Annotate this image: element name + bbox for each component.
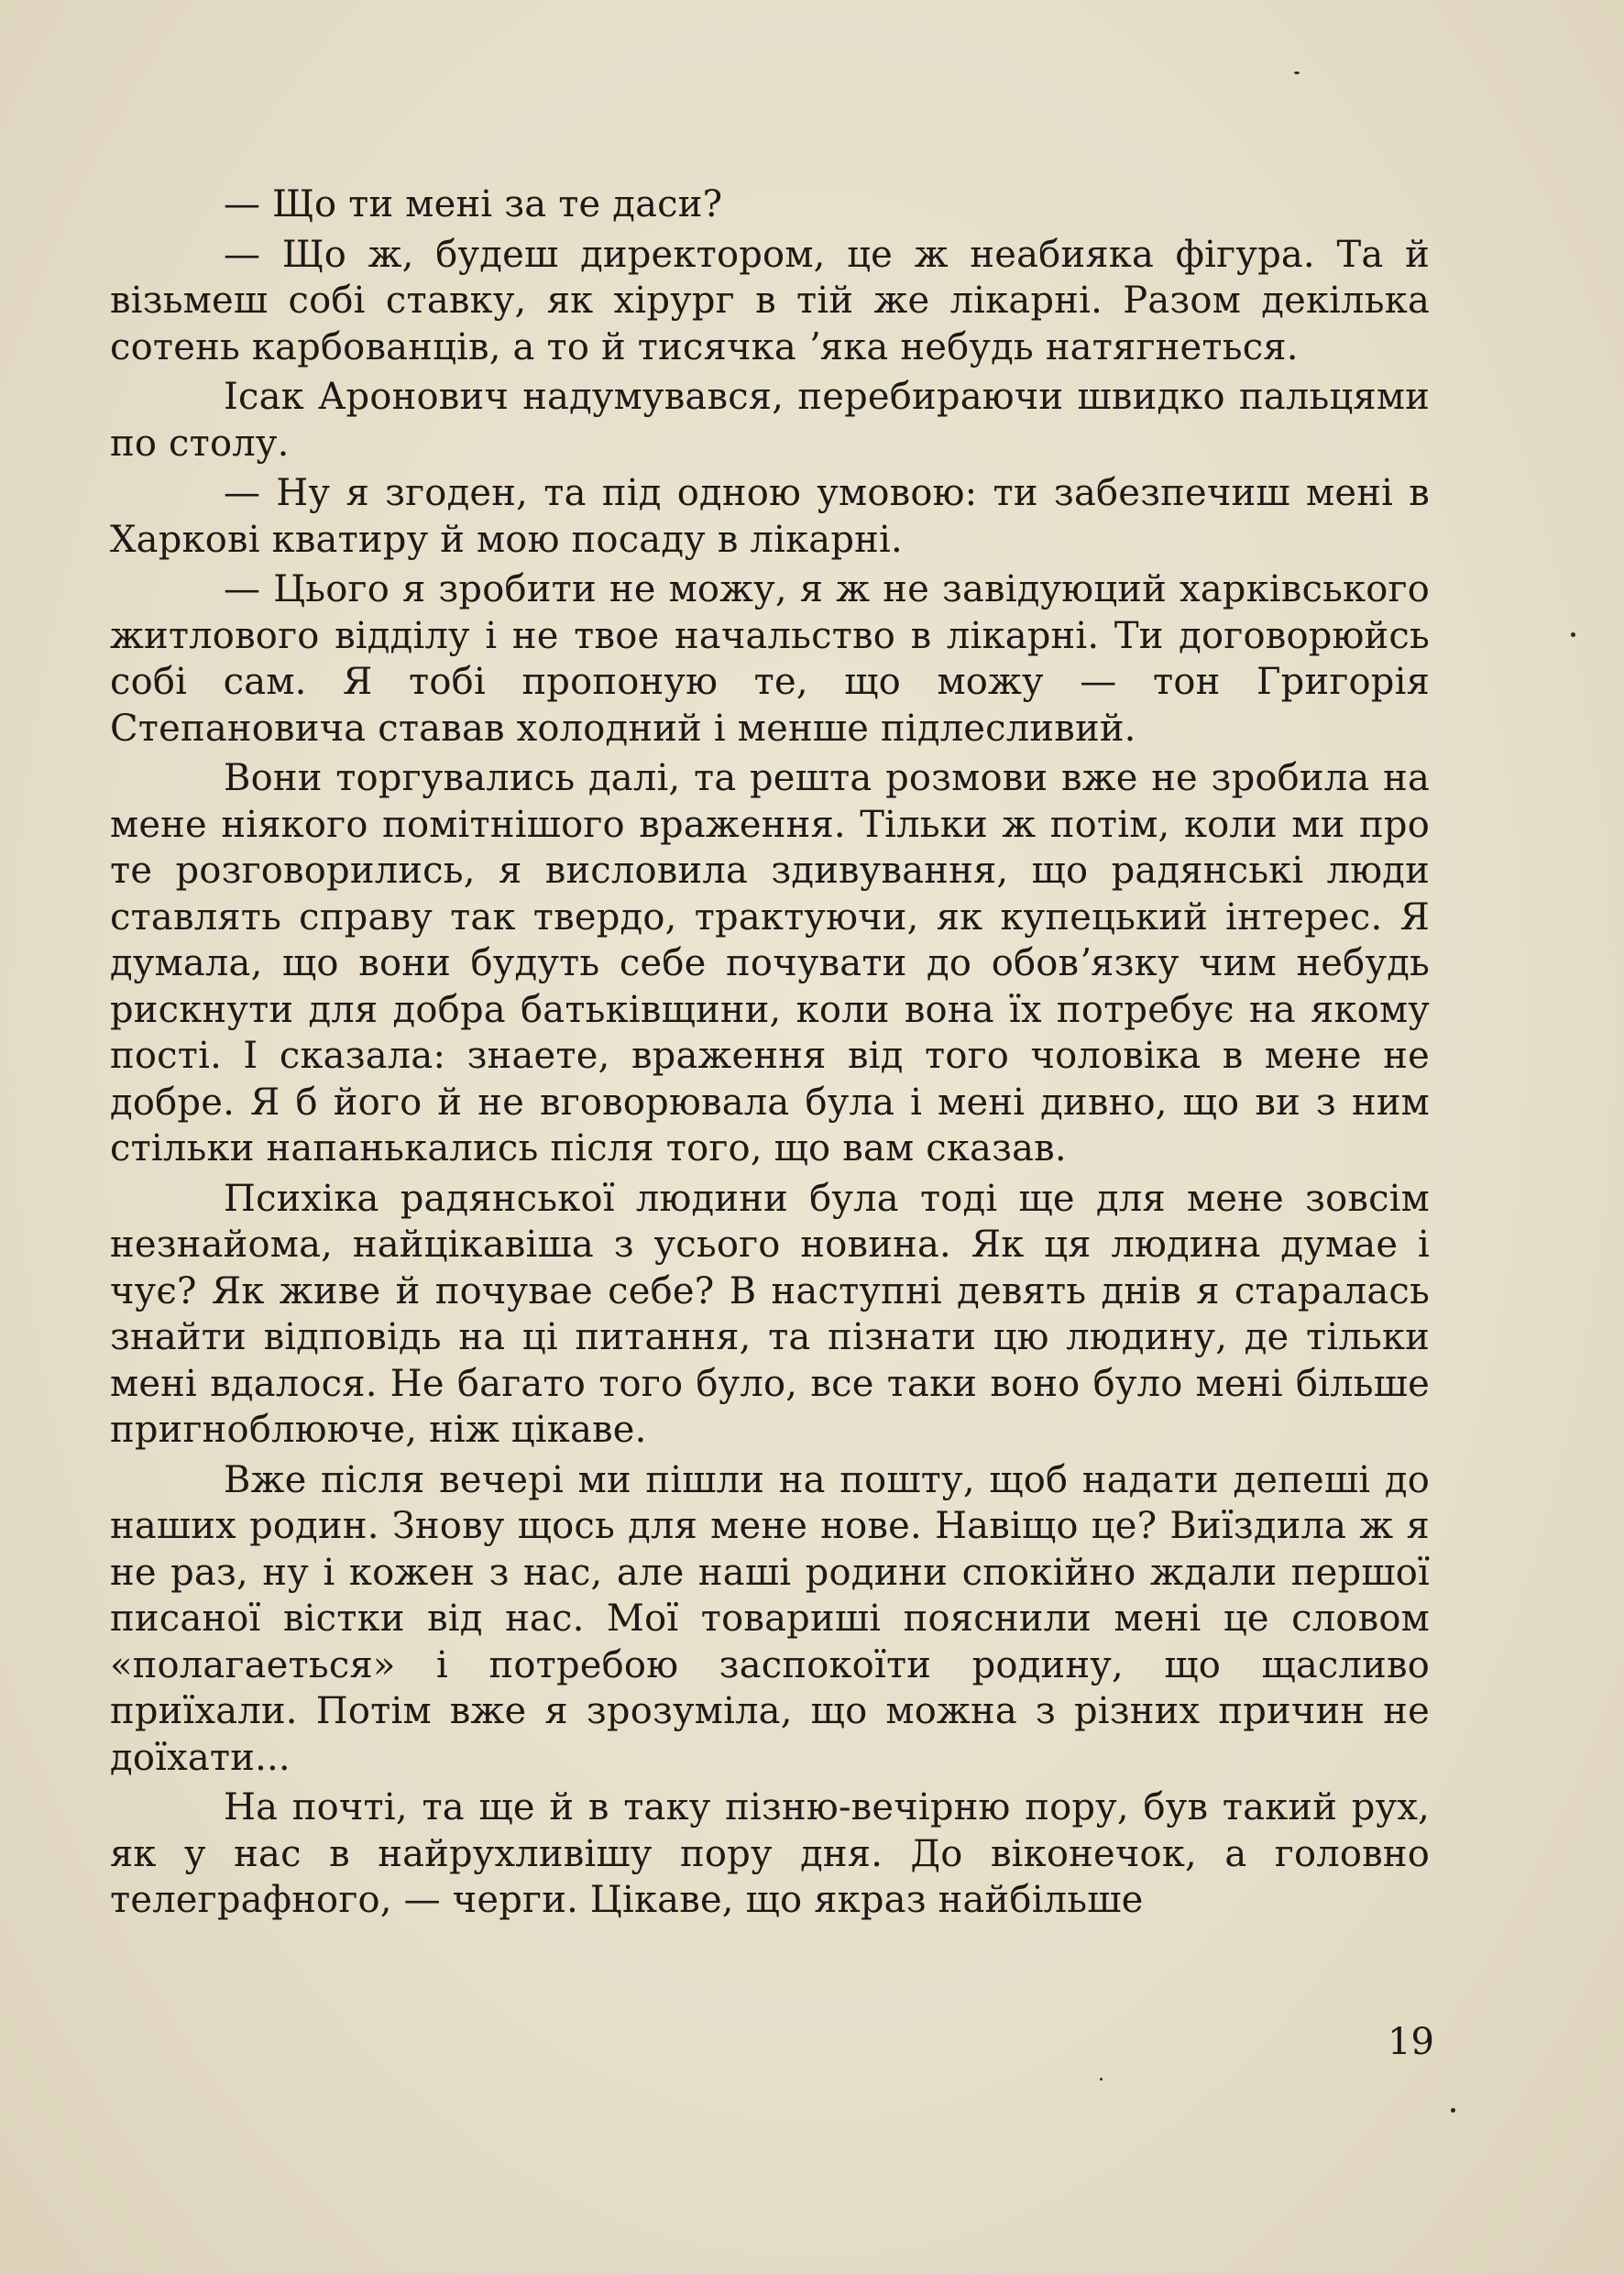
page-number: 19	[1388, 2021, 1434, 2063]
paragraph: — Ну я згоден, та під одною умовою: ти забезпечиш мені в Харкові кватиру й мою посаду в лікарні.	[110, 472, 1430, 561]
paper-speck	[1571, 632, 1575, 637]
paper-speck	[1100, 2078, 1103, 2081]
paragraph: — Що ж, будеш директором, це ж неабияка фігура. Та й візьмеш собі ставку, як хірург в тій же лікарні. Разом декілька сотень карбованців, а то й тисячка ʼяка небудь натягнеться.	[110, 233, 1430, 368]
paragraph: Ісак Аронович надумувався, перебираючи швидко пальцями по столу.	[110, 376, 1430, 465]
paragraph: Психіка радянської людини була тоді ще для мене зовсім незнайома, найцікавіша з усього новина. Як ця людина думае і чує? Як живе й почувае себе? В наступні девять днів я старалась знайти відповідь на ці питання, та пізнати цю людину, де тільки мені вдалося. Не багато того було, все таки воно було мені більше пригноблююче, ніж цікаве.	[110, 1177, 1430, 1451]
paragraph: Вже після вечері ми пішли на пошту, щоб надати депеші до наших родин. Знову щось для мене нове. Навіщо це? Виїздила ж я не раз, ну і кожен з нас, але наші родини спокійно ждали першої писаної вістки від нас. Мої товариші пояснили мені це словом «полагаеться» і потребою заспокоїти родину, що щасливо приїхали. Потім вже я зрозуміла, що можна з різних причин не доїхати...	[110, 1458, 1430, 1779]
paper-speck	[1294, 71, 1300, 74]
page-text	[110, 181, 1430, 1927]
paragraph: Вони торгувались далі, та решта розмови вже не зробила на мене ніякого помітнішого враження. Тільки ж потім, коли ми про те розговорились, я висловила здивування, що радянські люди ставлять справу так твердо, трактуючи, як купецький інтерес. Я думала, що вони будуть себе почувати до обовʼязку чим небудь рискнути для добра батьківщини, коли вона їх потребує на якому пості. І сказала: знаете, враження від того чоловіка в мене не добре. Я б його й не вговорювала була і мені дивно, що ви з ним стільки напанькались після того, що вам сказав.	[110, 757, 1430, 1169]
paragraph: — Що ти мені за те даси?	[224, 183, 723, 225]
paragraph: На почті, та ще й в таку пізню-вечірню пору, був такий рух, як у нас в найрухливішу пору дня. До віконечок, а головно телеграфного, — черги. Цікаве, що якраз найбільше	[110, 1786, 1430, 1921]
paragraph: — Цього я зробити не можу, я ж не завідуюций харківського житлового відділу і не твое начальство в лікарні. Ти договорюйсь собі сам. Я тобі пропоную те, що можу — тон Григорія Степановича ставав холодний і менше підлесливий.	[110, 568, 1430, 750]
paper-speck	[1451, 2108, 1455, 2113]
